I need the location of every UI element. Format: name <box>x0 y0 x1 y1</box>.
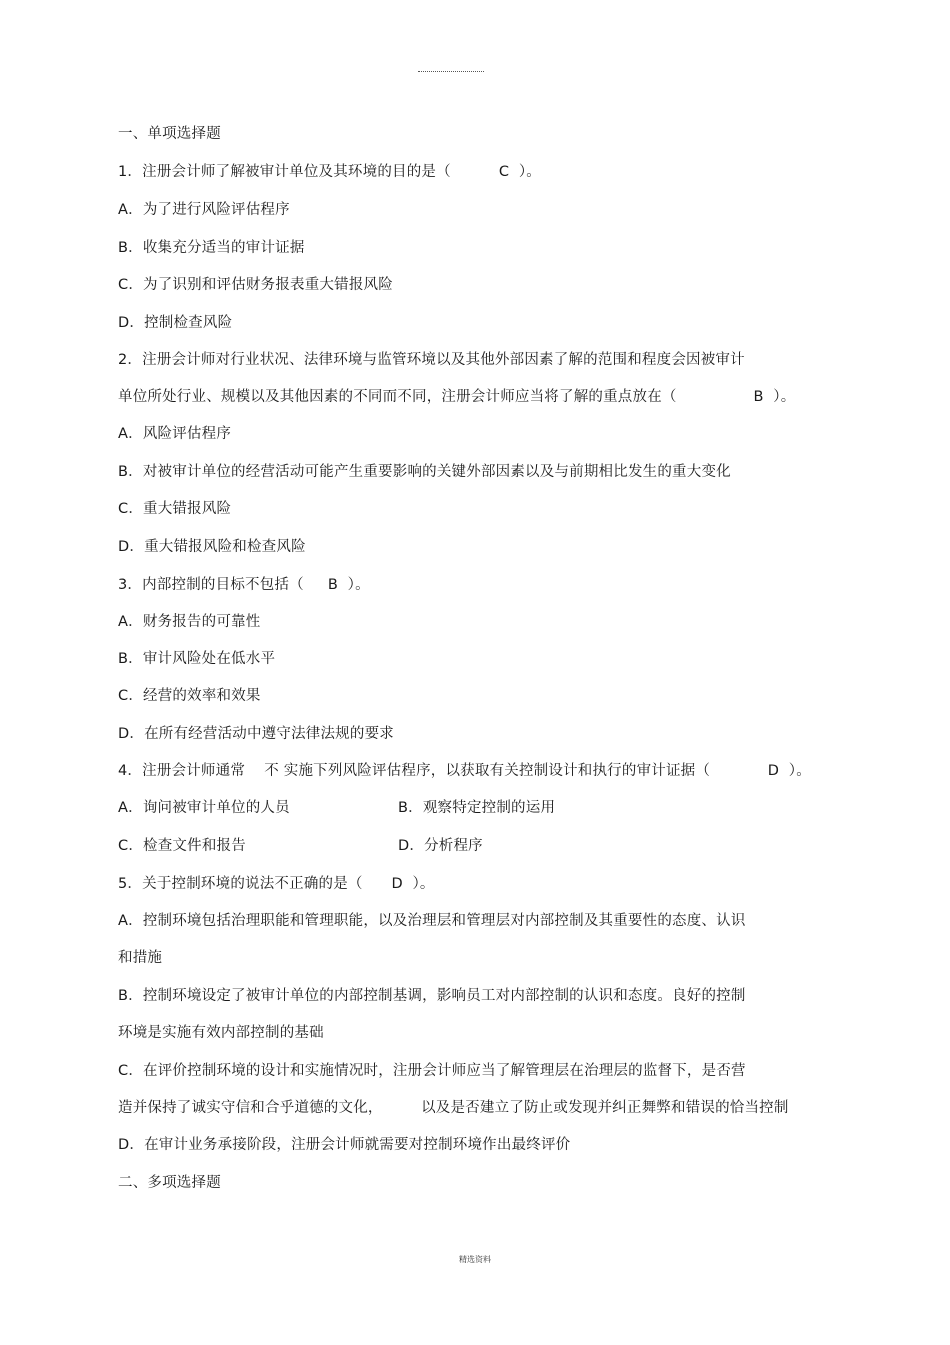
section-heading-single-choice: 一、单项选择题 <box>118 126 221 142</box>
question-1-option-c: C．为了识别和评估财务报表重大错报风险 <box>118 277 393 293</box>
question-5-option-c-line-1: C．在评价控制环境的设计和实施情况时，注册会计师应当了解管理层在治理层的监督下，是否营 <box>118 1063 746 1079</box>
question-3-option-b: B．审计风险处在低水平 <box>118 651 276 667</box>
question-2-option-a: A．风险评估程序 <box>118 426 232 442</box>
question-2-line-2: 单位所处行业、规模以及其他因素的不同而不同，注册会计师应当将了解的重点放在（ B ）。 <box>118 389 796 405</box>
question-1-option-b: B．收集充分适当的审计证据 <box>118 240 305 256</box>
question-2-option-c: C．重大错报风险 <box>118 501 232 517</box>
question-2-option-d: D．重大错报风险和检查风险 <box>118 539 306 555</box>
question-1-option-a: A．为了进行风险评估程序 <box>118 202 290 218</box>
question-1: 1．注册会计师了解被审计单位及其环境的目的是（ C ）。 <box>118 164 542 180</box>
page-footer: 精选资料 <box>459 1255 491 1264</box>
question-5: 5．关于控制环境的说法不正确的是（ D ）。 <box>118 876 435 892</box>
question-5-option-a-line-1: A．控制环境包括治理职能和管理职能，以及治理层和管理层对内部控制及其重要性的态度、认识 <box>118 913 746 929</box>
question-5-option-b-line-2: 环境是实施有效内部控制的基础 <box>118 1025 324 1041</box>
question-4: 4．注册会计师通常 不 实施下列风险评估程序，以获取有关控制设计和执行的审计证据（ D ）。 <box>118 763 811 779</box>
question-1-option-d: D．控制检查风险 <box>118 315 233 331</box>
question-5-option-b-line-1: B．控制环境设定了被审计单位的内部控制基调，影响员工对内部控制的认识和态度。良好的控制 <box>118 988 746 1004</box>
question-3: 3．内部控制的目标不包括（ B ）。 <box>118 577 370 593</box>
question-3-option-d: D．在所有经营活动中遵守法律法规的要求 <box>118 726 394 742</box>
question-4-option-b: B．观察特定控制的运用 <box>398 800 556 816</box>
header-rule <box>418 71 484 72</box>
question-2-line-1: 2．注册会计师对行业状况、法律环境与监管环境以及其他外部因素了解的范围和程度会因被审计 <box>118 352 745 368</box>
question-4-option-a: A．询问被审计单位的人员 <box>118 800 290 816</box>
question-3-option-a: A．财务报告的可靠性 <box>118 614 261 630</box>
question-3-option-c: C．经营的效率和效果 <box>118 688 261 704</box>
question-4-option-d: D．分析程序 <box>398 838 483 854</box>
question-5-option-a-line-2: 和措施 <box>118 950 163 966</box>
question-5-option-c-line-2: 造并保持了诚实守信和合乎道德的文化， 以及是否建立了防止或发现并纠正舞弊和错误的恰当控制 <box>118 1100 789 1116</box>
question-4-option-c: C．检查文件和报告 <box>118 838 246 854</box>
question-2-option-b: B．对被审计单位的经营活动可能产生重要影响的关键外部因素以及与前期相比发生的重大变化 <box>118 464 731 480</box>
section-heading-multiple-choice: 二、多项选择题 <box>118 1175 221 1191</box>
question-5-option-d: D．在审计业务承接阶段，注册会计师就需要对控制环境作出最终评价 <box>118 1137 571 1153</box>
